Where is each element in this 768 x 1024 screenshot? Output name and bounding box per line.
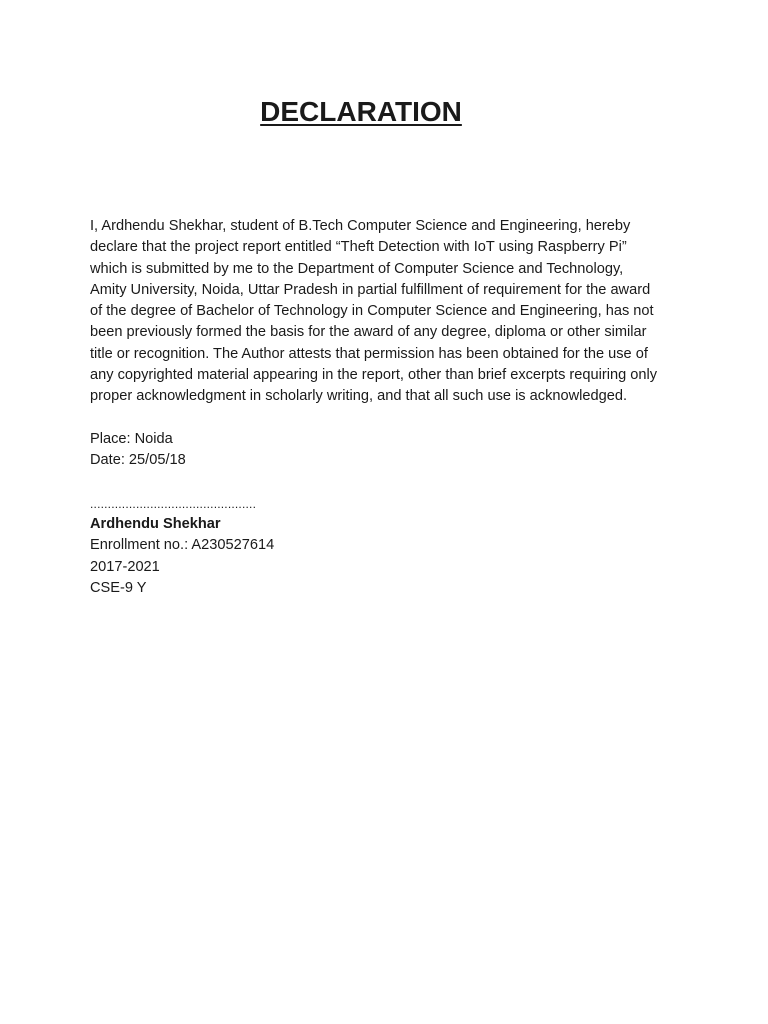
batch-years: 2017-2021: [90, 558, 160, 575]
place-text: Place: Noida: [90, 431, 173, 447]
signatory-name: Ardhendu Shekhar: [90, 516, 221, 532]
body-line: declare that the project report entitled “Theft Detection with IoT using Raspberry Pi”: [90, 239, 627, 256]
signature-block: [90, 496, 274, 599]
declaration-body: [90, 216, 690, 408]
enrollment-number: Enrollment no.: A230527614: [90, 537, 275, 554]
body-line: proper acknowledgment in scholarly writing, and that all such use is acknowledged.: [90, 388, 628, 405]
body-line: been previously formed the basis for the award of any degree, diploma or other similar: [90, 324, 647, 341]
page-title: DECLARATION: [260, 96, 462, 127]
body-line: of the degree of Bachelor of Technology in Computer Science and Engineering, has not: [90, 303, 654, 320]
place-date-block: [90, 429, 186, 472]
signature-line: ...............................................: [90, 497, 257, 511]
date-text: Date: 25/05/18: [90, 452, 186, 469]
body-line: any copyrighted material appearing in the report, other than brief excerpts requiring only: [90, 367, 658, 384]
body-line: title or recognition. The Author attests that permission has been obtained for the use of: [90, 345, 648, 362]
body-line: I, Ardhendu Shekhar, student of B.Tech Computer Science and Engineering, hereby: [90, 218, 631, 234]
section-text: CSE-9 Y: [90, 579, 147, 596]
body-line: Amity University, Noida, Uttar Pradesh in partial fulfillment of requirement for the award: [90, 281, 651, 298]
body-line: which is submitted by me to the Department of Computer Science and Technology,: [90, 260, 624, 277]
